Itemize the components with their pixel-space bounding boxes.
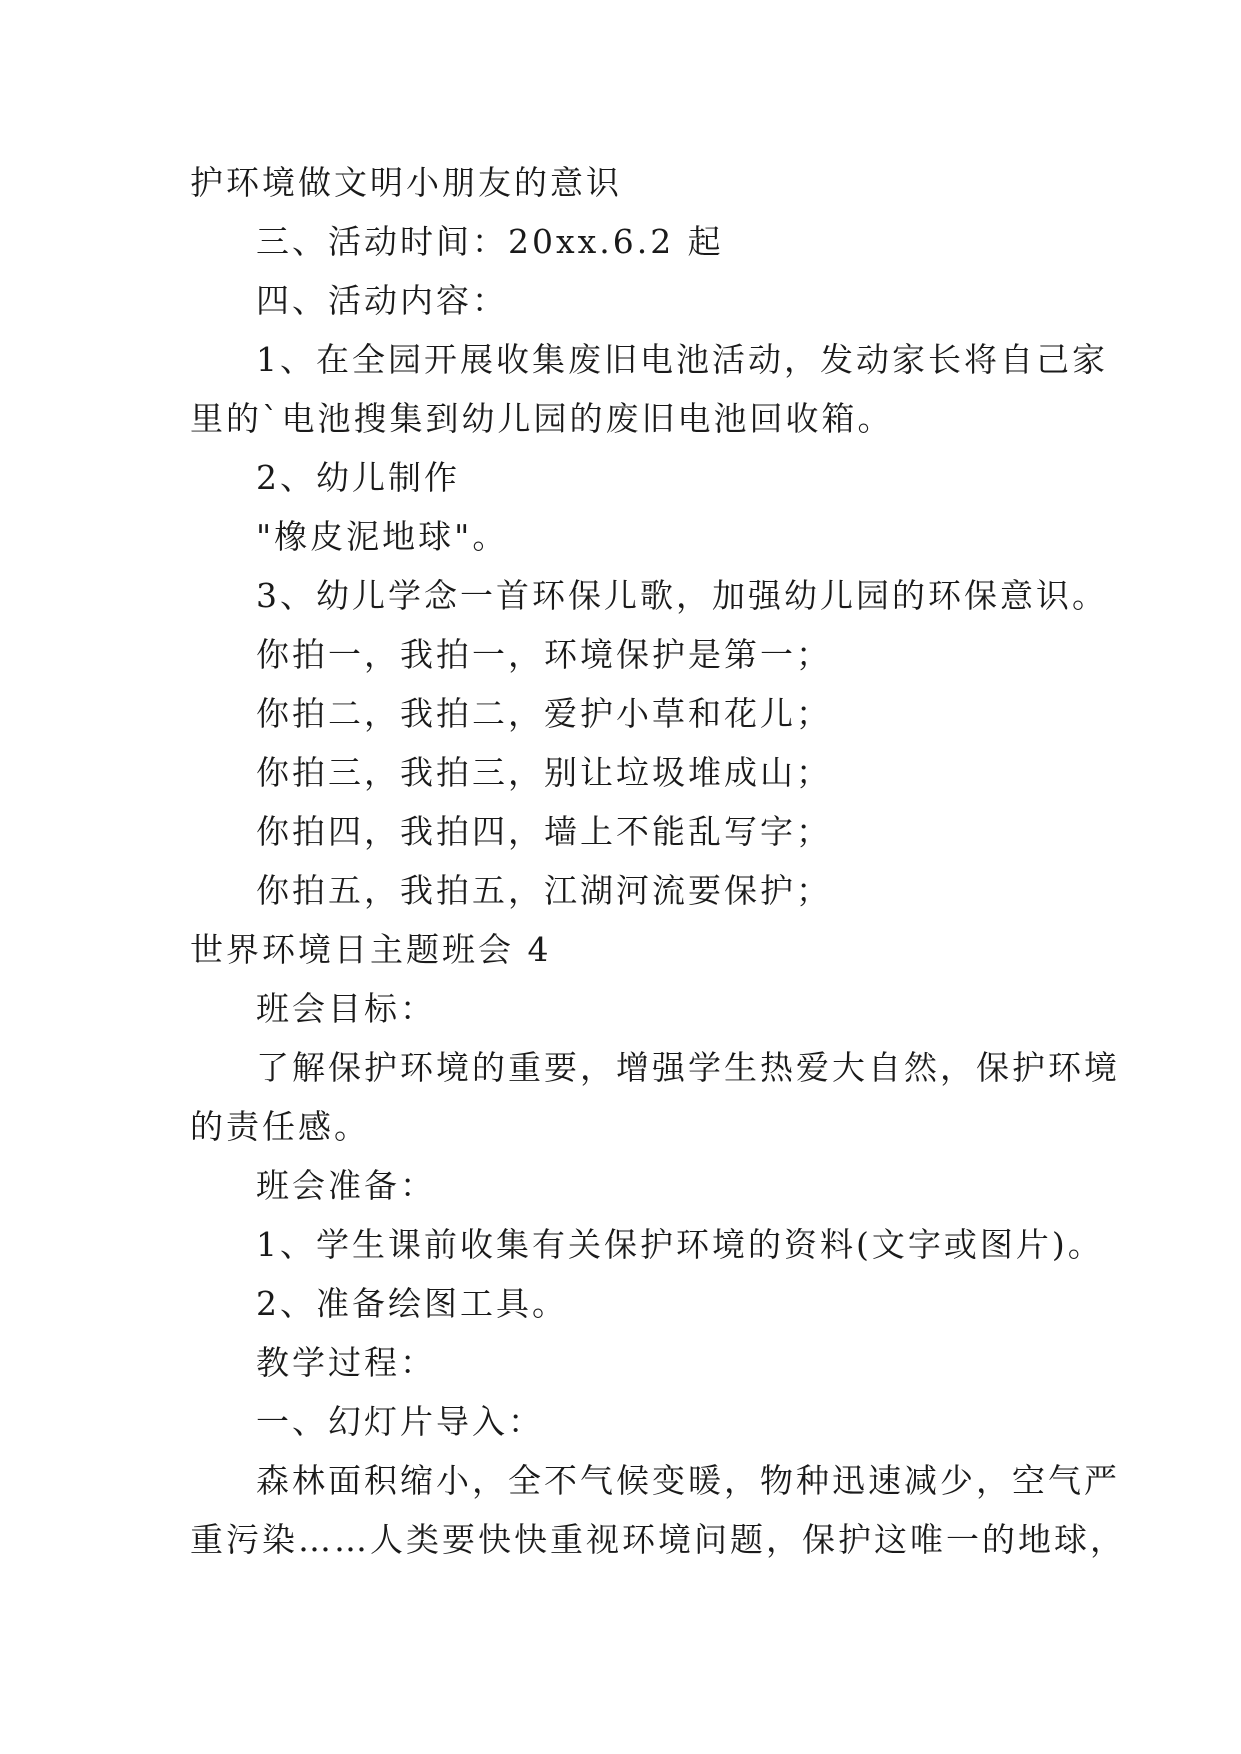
text-line: 重污染……人类要快快重视环境问题，保护这唯一的地球， (190, 1520, 1126, 1559)
text-line: 一、幻灯片导入： (256, 1402, 544, 1441)
text-line: 你拍二，我拍二，爱护小草和花儿； (256, 694, 832, 733)
text-line: 你拍四，我拍四，墙上不能乱写字； (256, 812, 832, 851)
text-line: 你拍一，我拍一，环境保护是第一； (256, 635, 832, 674)
text-line: 的责任感。 (190, 1107, 370, 1146)
text-line: 1、在全园开展收集废旧电池活动，发动家长将自己家 (256, 340, 1108, 379)
text-line: 三、活动时间：20xx.6.2 起 (256, 222, 724, 261)
text-line: 1、学生课前收集有关保护环境的资料(文字或图片)。 (256, 1225, 1104, 1264)
text-line: 2、准备绘图工具。 (256, 1284, 568, 1323)
text-line: 你拍五，我拍五，江湖河流要保护； (256, 871, 832, 910)
text-line: 2、幼儿制作 (256, 458, 460, 497)
text-line: 四、活动内容： (256, 281, 508, 320)
section-heading: 世界环境日主题班会 4 (190, 930, 552, 969)
text-line: 班会目标： (256, 989, 436, 1028)
text-line: 班会准备： (256, 1166, 436, 1205)
text-line: "橡皮泥地球"。 (256, 517, 509, 556)
text-line: 护环境做文明小朋友的意识 (190, 163, 622, 202)
text-line: 你拍三，我拍三，别让垃圾堆成山； (256, 753, 832, 792)
text-line: 里的`电池搜集到幼儿园的废旧电池回收箱。 (190, 399, 894, 438)
text-line: 森林面积缩小，全不气候变暖，物种迅速减少，空气严 (256, 1461, 1120, 1500)
text-line: 3、幼儿学念一首环保儿歌，加强幼儿园的环保意识。 (256, 576, 1108, 615)
text-line: 教学过程： (256, 1343, 436, 1382)
text-line: 了解保护环境的重要，增强学生热爱大自然，保护环境 (256, 1048, 1120, 1087)
